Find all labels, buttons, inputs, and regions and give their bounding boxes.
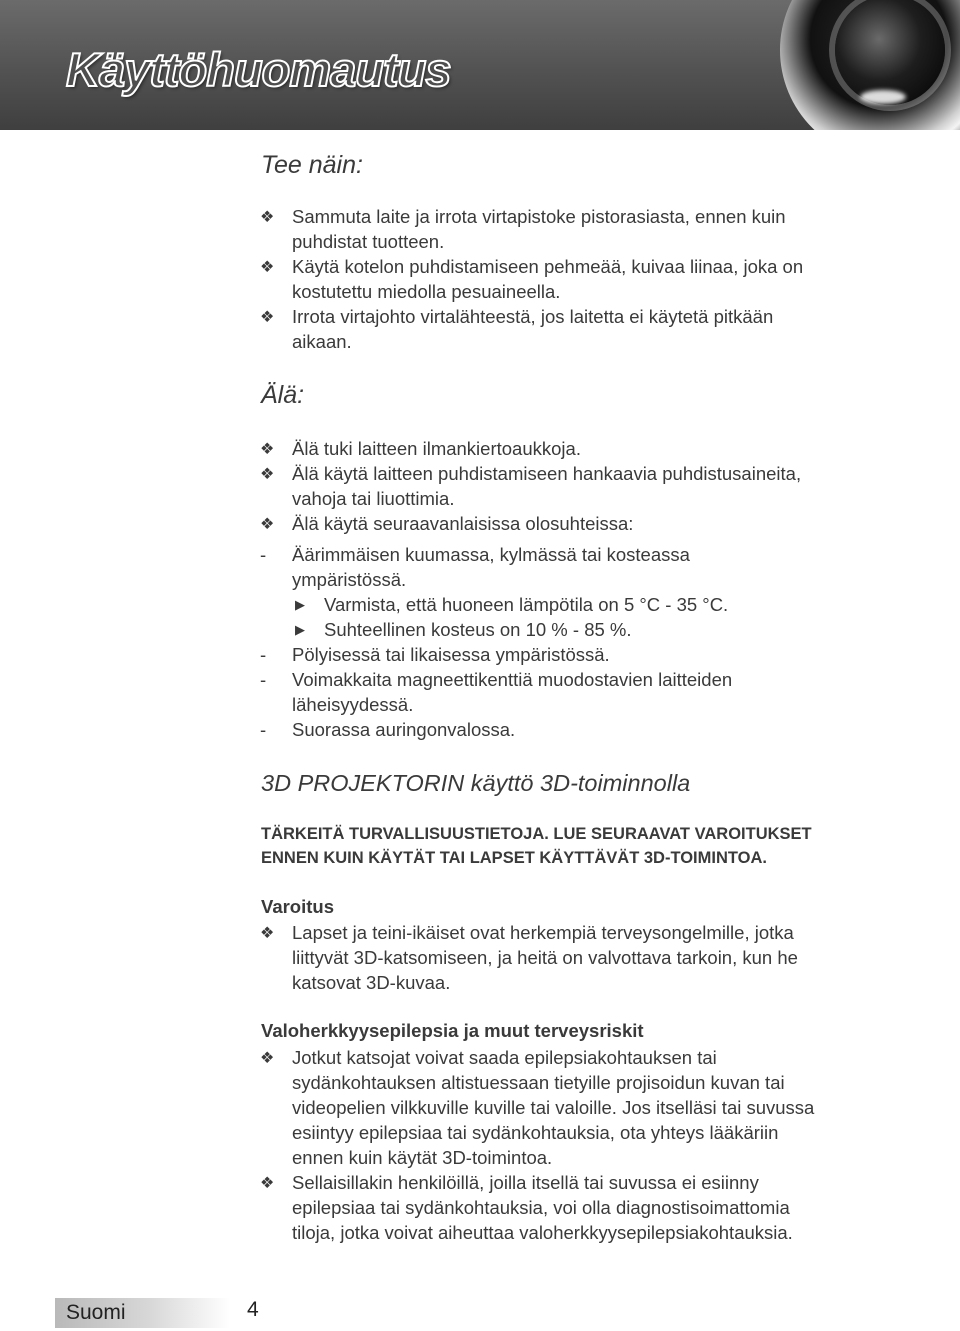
do-heading: Tee näin: bbox=[261, 151, 363, 179]
bullet-icon: ❖ bbox=[260, 309, 275, 326]
list-item: ▶ Suhteellinen kosteus on 10 % - 85 %. bbox=[295, 619, 632, 640]
page-header bbox=[0, 0, 960, 130]
bullet-icon: ❖ bbox=[260, 209, 275, 226]
page-title: Käyttöhuomautus bbox=[66, 43, 451, 96]
epilepsy-heading: Valoherkkyysepilepsia ja muut terveysriskit bbox=[261, 1020, 644, 1041]
list-item: - Pölyisessä tai likaisessa ympäristössä. bbox=[260, 644, 610, 665]
dont-list bbox=[260, 436, 900, 536]
bullet-icon: ❖ bbox=[260, 466, 275, 483]
list-item: ❖ Jotkut katsojat voivat saada epilepsiakohtauksen tai sydänkohtauksen altistuessaan tietyille projisoidun kuvan tai videopelien vilkkuville kuville tai valoille. Jos itselläsi tai suvussa esiintyy epilepsiaa tai sydänkohtauksia, ota yhteys lääkäriin ennen kuin käytät 3D-toimintoa. bbox=[260, 1047, 815, 1168]
footer-language: Suomi bbox=[66, 1301, 126, 1324]
bullet-icon: ❖ bbox=[260, 259, 275, 276]
list-item: ❖ Irrota virtajohto virtalähteestä, jos laitetta ei käytetä pitkään aikaan. bbox=[260, 306, 774, 352]
bullet-icon: ❖ bbox=[260, 516, 275, 533]
list-item: - Voimakkaita magneettikenttiä muodostavien laitteiden läheisyydessä. bbox=[260, 669, 733, 715]
list-item: ❖ Älä tuki laitteen ilmankiertoaukkoja. bbox=[260, 436, 900, 461]
list-item: - Äärimmäisen kuumassa, kylmässä tai kosteassa ympäristössä. ▶ Varmista, että huoneen lämpötila on 5 °C - 35 °C. ▶ Suhteellinen kosteus on 10 % - 85 %. bbox=[260, 542, 900, 642]
list-item: ❖ Älä käytä seuraavanlaisissa olosuhteissa: bbox=[260, 511, 900, 536]
bullet-icon: ❖ bbox=[260, 925, 275, 942]
bullet-icon: ❖ bbox=[260, 1175, 275, 1192]
projector-lens-image bbox=[780, 0, 960, 130]
bullet-icon: ❖ bbox=[260, 1050, 275, 1067]
condition-list bbox=[260, 542, 900, 742]
list-item: ▶ Varmista, että huoneen lämpötila on 5 °C - 35 °C. bbox=[295, 594, 729, 615]
triangle-icon: ▶ bbox=[295, 622, 305, 637]
dont-heading: Älä: bbox=[261, 381, 305, 409]
do-list bbox=[260, 204, 900, 354]
list-item: ❖ Älä käytä laitteen puhdistamiseen hankaavia puhdistusaineita, vahoja tai liuottimia. bbox=[260, 463, 802, 509]
list-item: ❖ Lapset ja teini-ikäiset ovat herkempiä terveysongelmille, jotka liittyvät 3D-katsomiseen, ja heitä on valvottava tarkoin, kun he katsovat 3D-kuvaa. bbox=[260, 922, 798, 993]
list-item: ❖ Sellaisillakin henkilöillä, joilla itsellä tai suvussa ei esiinny epilepsiaa tai sydänkohtauksia, voi olla diagnostisoimattomia tiloja, jotka voivat aiheuttaa valoherkkyysepilepsiakohtauksia. bbox=[260, 1172, 793, 1243]
safety-notice: TÄRKEITÄ TURVALLISUUSTIETOJA. LUE SEURAAVAT VAROITUKSET ENNEN KUIN KÄYTÄT TAI LAPSET KÄYTTÄVÄT 3D-TOIMINTOA. bbox=[261, 825, 812, 867]
triangle-icon: ▶ bbox=[295, 597, 305, 612]
list-item: ❖ Sammuta laite ja irrota virtapistoke pistorasiasta, ennen kuin puhdistat tuotteen. bbox=[260, 206, 786, 252]
warning-list bbox=[260, 920, 900, 995]
epilepsy-list bbox=[260, 1045, 900, 1245]
section-3d-title: 3D PROJEKTORIN käyttö 3D-toiminnolla bbox=[261, 770, 691, 796]
list-item: ❖ Käytä kotelon puhdistamiseen pehmeää, kuivaa liinaa, joka on kostutettu miedolla pesuaineella. bbox=[260, 256, 804, 302]
warning-heading: Varoitus bbox=[261, 896, 334, 917]
page-number: 4 bbox=[247, 1298, 259, 1321]
list-item: - Suorassa auringonvalossa. bbox=[260, 719, 516, 740]
bullet-icon: ❖ bbox=[260, 441, 275, 458]
